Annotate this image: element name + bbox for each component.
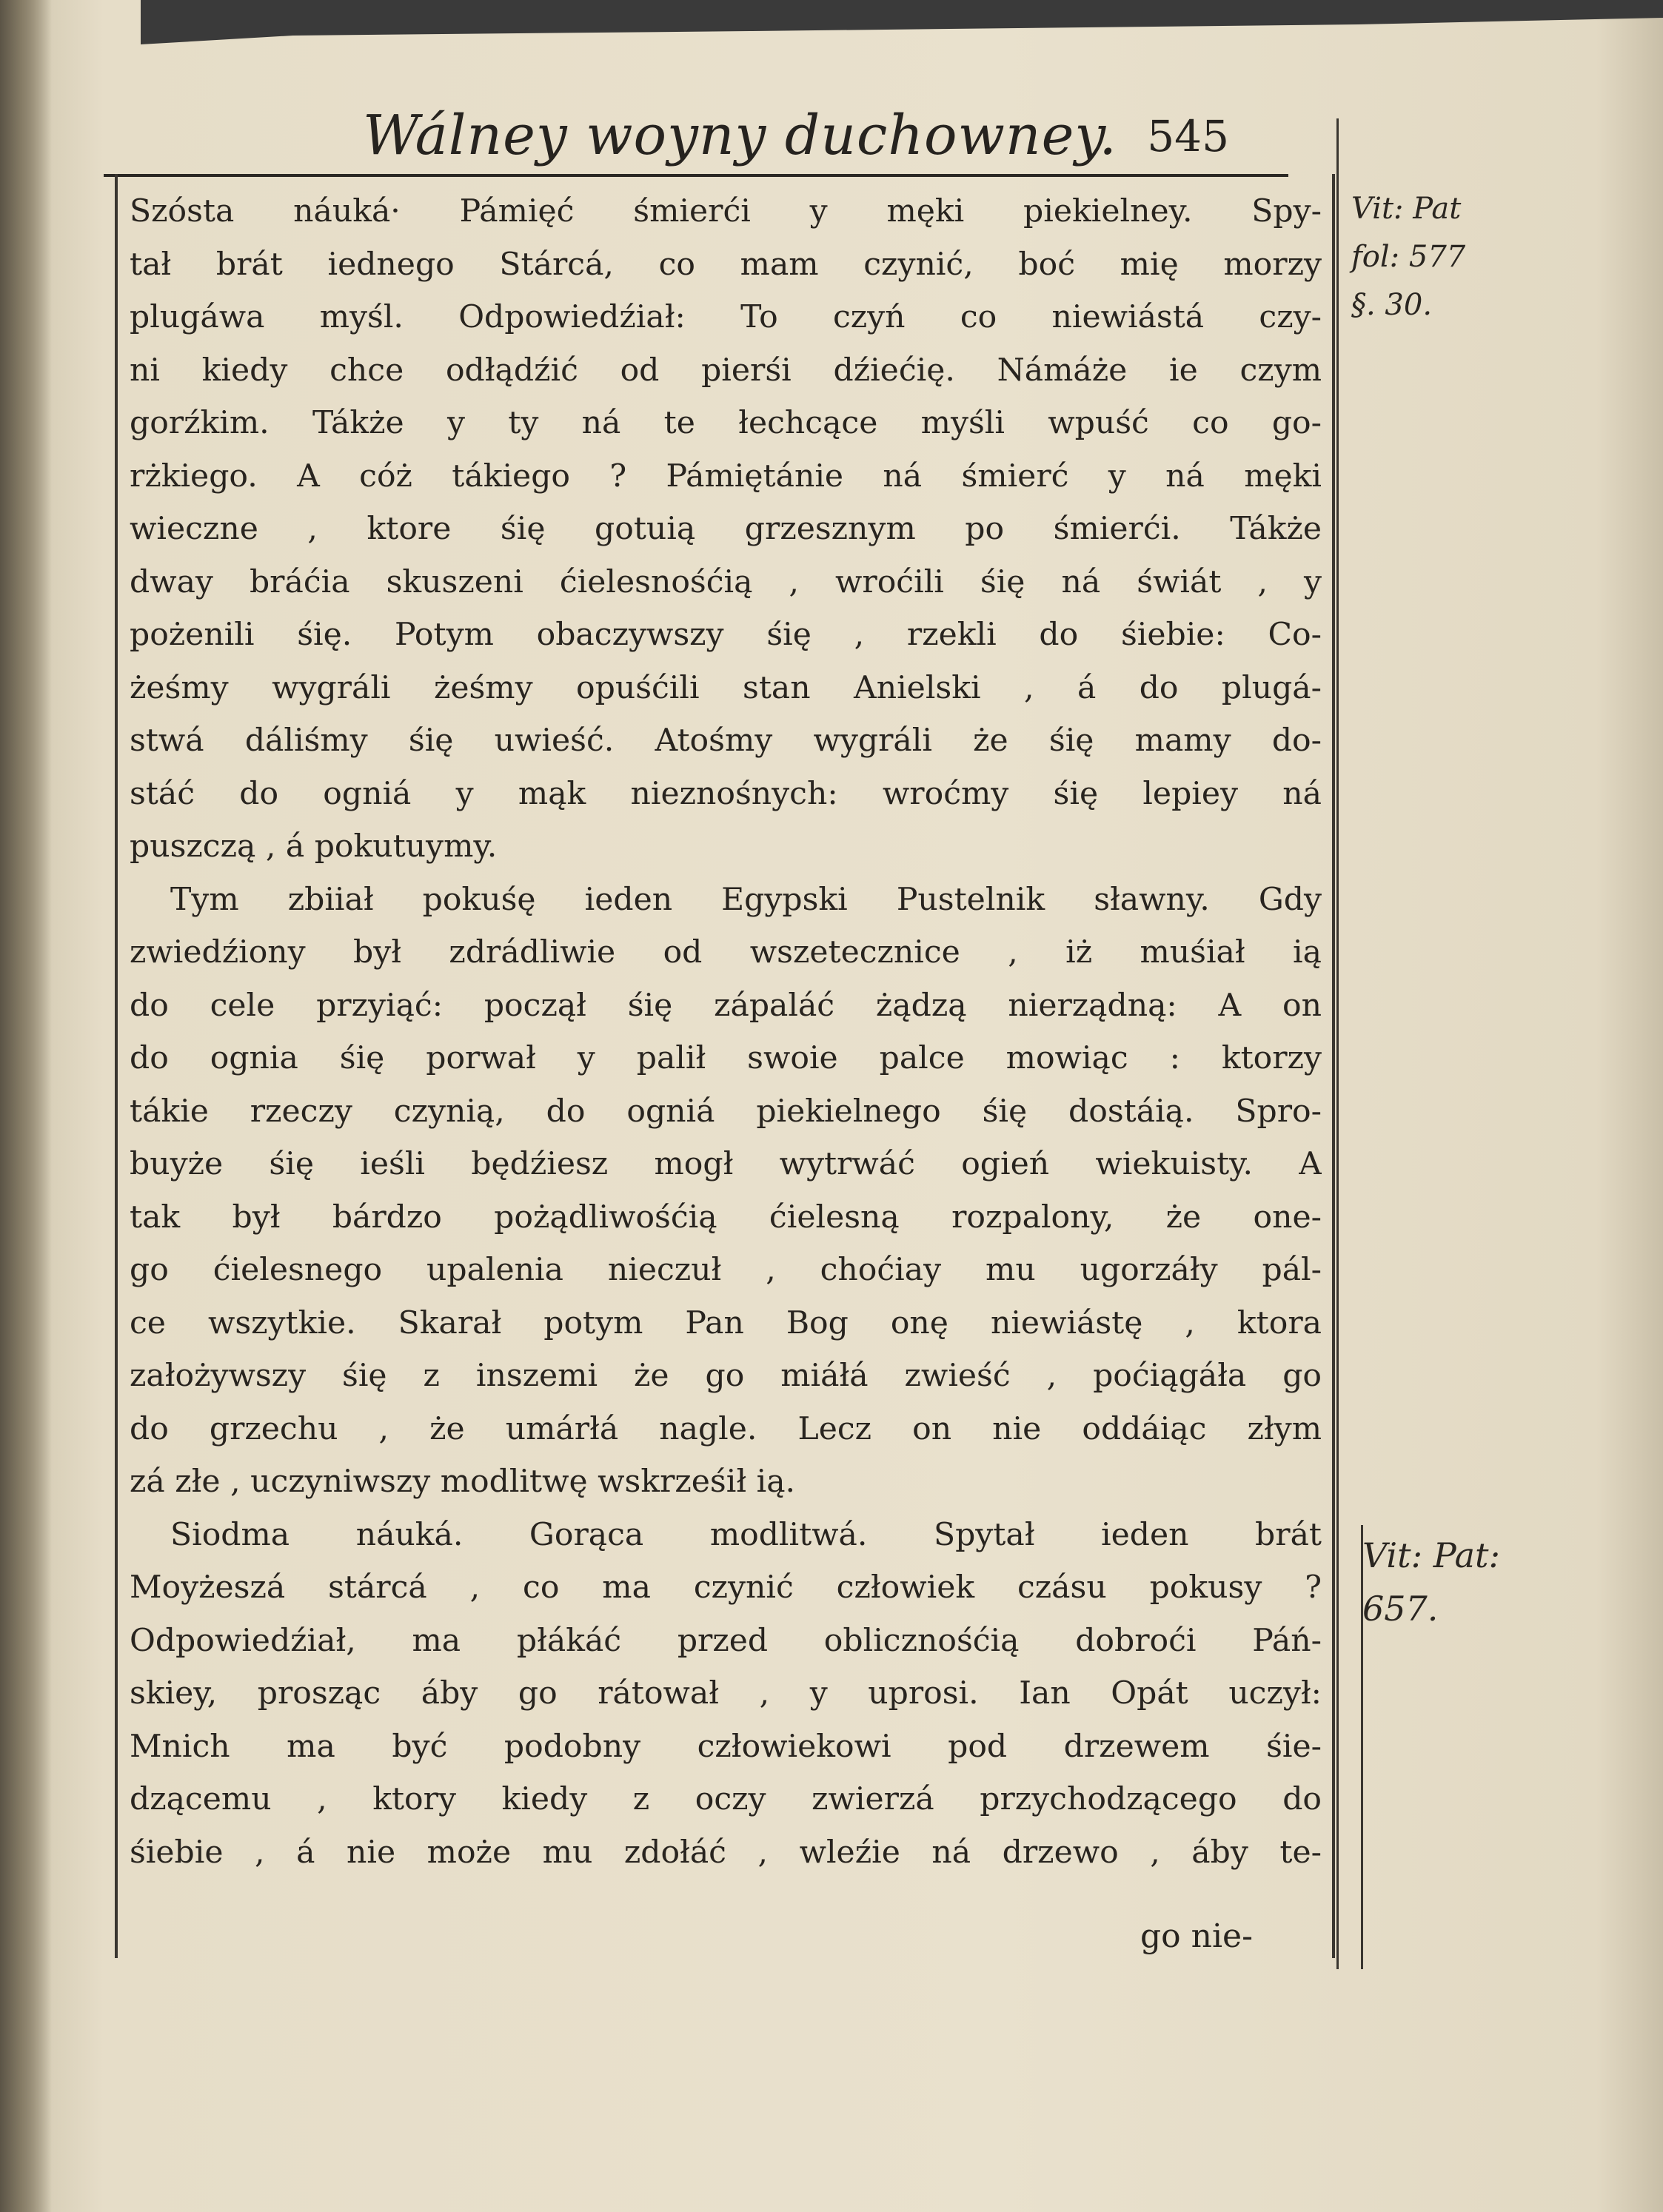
text-line: Mnich ma być podobny człowiekowi pod drzewem śie- — [130, 1728, 1322, 1765]
text-line: ni kiedy chce odłądźić od pierśi dźiećię. Námáże ie czym — [130, 352, 1322, 389]
marginal-note-line: §. 30. — [1351, 288, 1433, 322]
text-line: śiebie , á nie może mu zdołáć , wleźie ná drzewo , áby te- — [130, 1834, 1322, 1871]
catchword: go nie- — [1140, 1917, 1253, 1955]
text-line: Siodma náuká. Gorąca modlitwá. Spytał ieden brát — [170, 1516, 1322, 1553]
text-line: do grzechu , że umárłá nagle. Lecz on nie oddáiąc złym — [130, 1410, 1322, 1447]
marginal-note-line: fol: 577 — [1351, 240, 1466, 274]
text-line: stwá dáliśmy śię uwieść. Atośmy wygráli że śię mamy do- — [130, 723, 1322, 759]
page-number: 545 — [1147, 111, 1229, 161]
text-line: rżkiego. A cóż tákiego ? Pámiętánie ná śmierć y ná męki — [130, 458, 1322, 495]
text-line: dzącemu , ktory kiedy z oczy zwierzá przychodzącego do — [130, 1781, 1322, 1817]
text-line: tákie rzeczy czynią, do ogniá piekielnego śię dostáią. Spro- — [130, 1093, 1322, 1130]
text-line: puszczą , á pokutuymy. — [130, 828, 498, 865]
text-line: do ognia śię porwał y palił swoie palce mowiąc : ktorzy — [130, 1040, 1322, 1076]
marginal-note — [1351, 185, 1465, 329]
page-header — [104, 89, 1288, 177]
torn-page-edge — [141, 0, 1663, 44]
text-line: do cele przyiąć: począł śię zápaláć żądzą nierządną: A on — [130, 987, 1322, 1024]
text-line: tak był bárdzo pożądliwośćią ćielesną rozpalony, że one- — [130, 1199, 1322, 1236]
text-line: gorźkim. Tákże y ty ná te łechcące myśli wpuść co go- — [130, 405, 1322, 441]
text-line: pożenili śię. Potym obaczywszy śię , rzekli do śiebie: Co- — [130, 617, 1322, 653]
marginal-note-line: Vit: Pat: — [1362, 1535, 1501, 1575]
running-title: Wálney woyny duchowney. — [363, 104, 1117, 167]
text-line: Tym zbiiał pokuśę ieden Egypski Pustelnik sławny. Gdy — [170, 881, 1322, 918]
text-line: żeśmy wygráli żeśmy opuśćili stan Anielski , á do plugá- — [130, 669, 1322, 706]
marginal-note-line: Vit: Pat — [1351, 192, 1462, 226]
text-line: go ćielesnego upalenia nieczuł , choćiay mu ugorzáły pál- — [130, 1252, 1322, 1288]
margin-rule — [1336, 118, 1339, 1969]
text-line: dway bráćia skuszeni ćielesnośćią , wroćili śię ná świát , y — [130, 563, 1322, 600]
text-line: zá złe , uczyniwszy modlitwę wskrześił ią. — [130, 1464, 796, 1500]
text-line: plugáwa myśl. Odpowiedźiał: To czyń co niewiástá czy- — [130, 299, 1322, 335]
text-line: Moyżeszá stárcá , co ma czynić człowiek czásu pokusy ? — [130, 1569, 1322, 1606]
marginal-note-line: 657. — [1362, 1589, 1439, 1629]
text-line: założywszy śię z inszemi że go miáłá zwieść , poćiągáła go — [130, 1358, 1322, 1394]
text-line: buyże śię ieśli będźiesz mogł wytrwáć ogień wiekuisty. A — [130, 1146, 1322, 1182]
text-line: ce wszytkie. Skarał potym Pan Bog onę niewiástę , ktora — [130, 1304, 1322, 1341]
marginal-note — [1362, 1529, 1500, 1635]
text-line: Odpowiedźiał, ma płákáć przed oblicznośćią dobroći Páń- — [130, 1622, 1322, 1659]
text-line: skiey, prosząc áby go rátował , y uprosi. Ian Opát uczył: — [130, 1675, 1322, 1712]
body-text — [130, 185, 1322, 1879]
text-line: zwiedźiony był zdrádliwie od wszetecznice , iż muśiał ią — [130, 934, 1322, 971]
book-spine-shadow — [0, 0, 52, 2212]
text-line: tał brát iednego Stárcá, co mam czynić, boć mię morzy — [130, 246, 1322, 283]
text-line: stáć do ogniá y mąk nieznośnych: wroćmy śię lepiey ná — [130, 775, 1322, 812]
text-line: Szósta náuká· Pámięć śmierći y męki piekielney. Spy- — [130, 193, 1322, 229]
text-line: wieczne , ktore śię gotuią grzesznym po śmierći. Tákże — [130, 511, 1322, 547]
